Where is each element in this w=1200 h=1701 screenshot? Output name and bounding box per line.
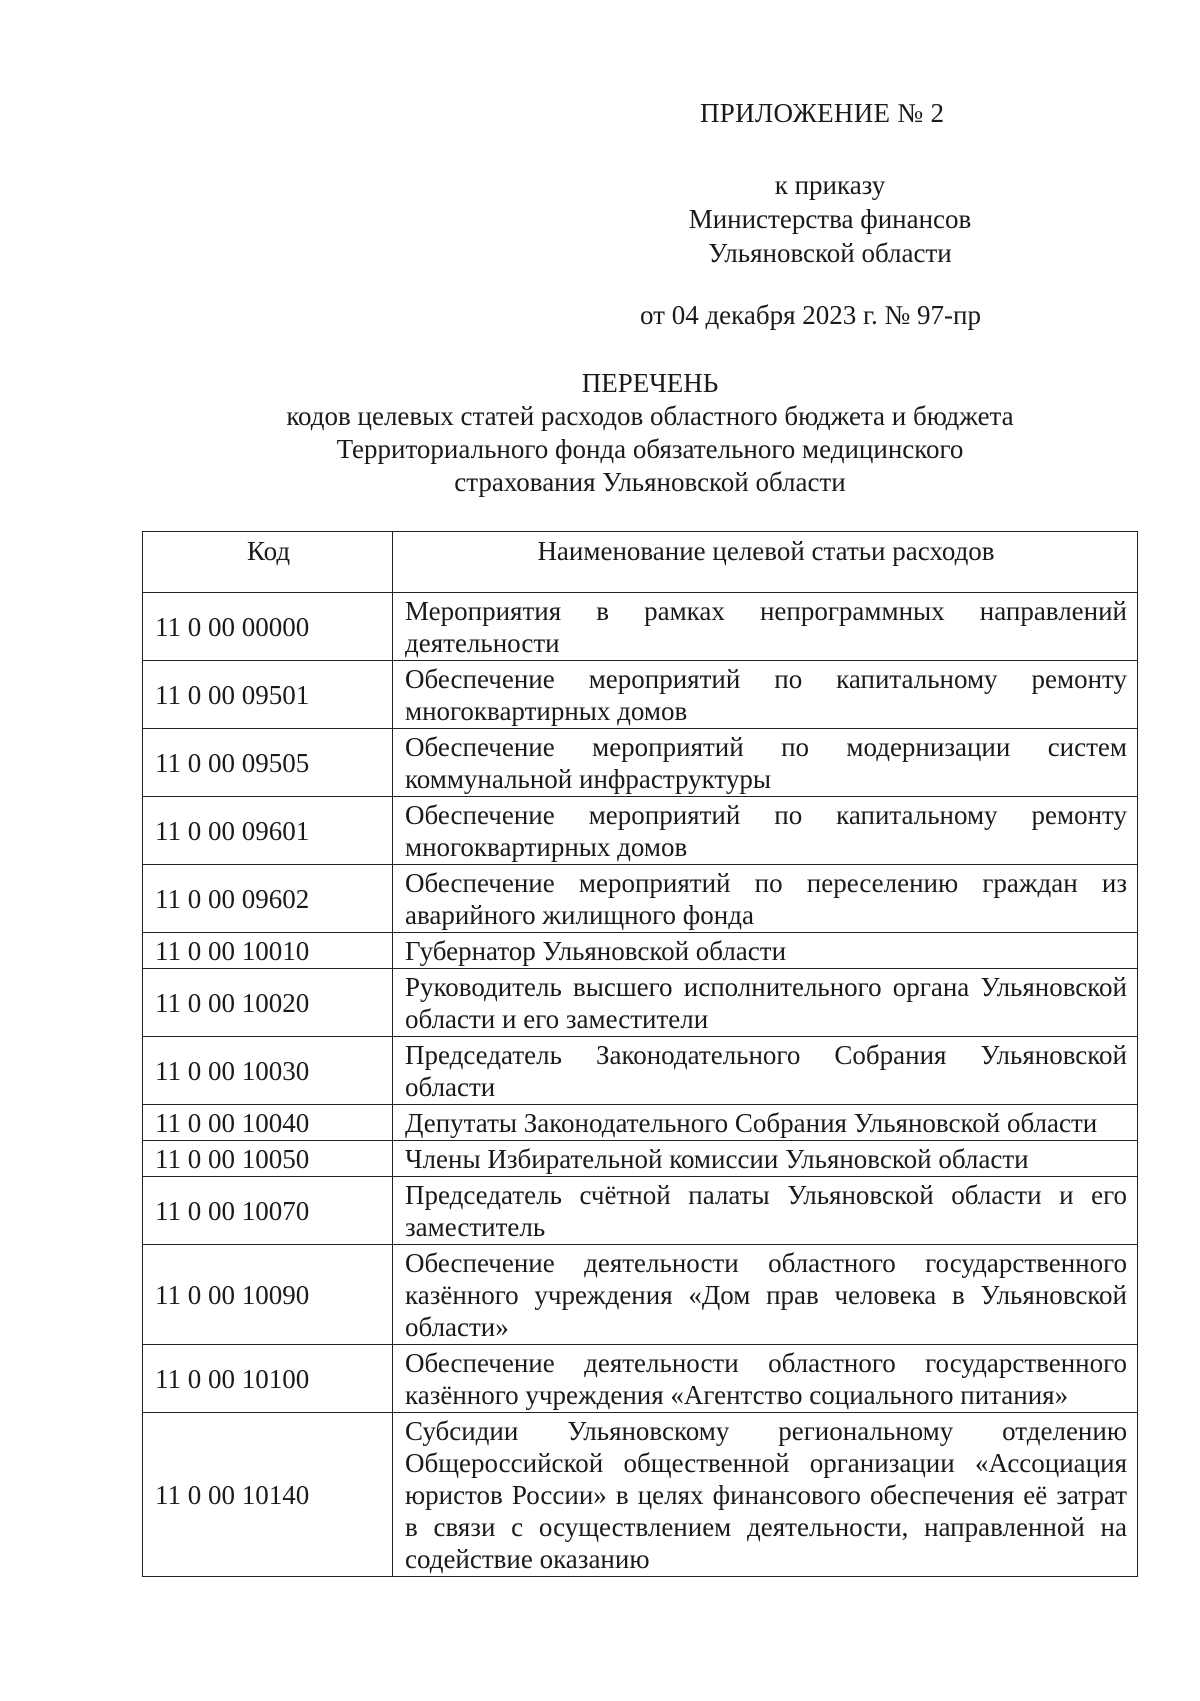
row-name: Обеспечение деятельности областного государственного казённого учреждения «Агентство социального питания» — [393, 1345, 1138, 1413]
heading-title: ПЕРЕЧЕНЬ — [581, 368, 719, 398]
table-header-row — [143, 532, 1138, 593]
order-ref-line: Ульяновской области — [708, 238, 952, 268]
row-code: 11 0 00 10010 — [143, 933, 393, 969]
row-code: 11 0 00 10050 — [143, 1141, 393, 1177]
table-row — [143, 661, 1138, 729]
row-code: 11 0 00 10040 — [143, 1105, 393, 1141]
heading-line: страхования Ульяновской области — [454, 467, 846, 497]
table-row — [143, 1141, 1138, 1177]
table-row — [143, 1245, 1138, 1345]
row-name: Депутаты Законодательного Собрания Ульяновской области — [393, 1105, 1138, 1141]
table-row — [143, 797, 1138, 865]
table-row — [143, 1413, 1138, 1577]
row-name: Обеспечение мероприятий по модернизации систем коммунальной инфраструктуры — [393, 729, 1138, 797]
row-name: Руководитель высшего исполнительного органа Ульяновской области и его заместители — [393, 969, 1138, 1037]
row-code: 11 0 00 10090 — [143, 1245, 393, 1345]
row-name: Обеспечение мероприятий по капитальному ремонту многоквартирных домов — [393, 661, 1138, 729]
row-name: Председатель Законодательного Собрания Ульяновской области — [393, 1037, 1138, 1105]
row-name: Обеспечение деятельности областного государственного казённого учреждения «Дом прав человека в Ульяновской области» — [393, 1245, 1138, 1345]
order-ref-line: Министерства финансов — [688, 204, 972, 234]
table-row — [143, 1037, 1138, 1105]
table-row — [143, 1345, 1138, 1413]
row-name: Мероприятия в рамках непрограммных направлений деятельности — [393, 593, 1138, 661]
row-code: 11 0 00 10100 — [143, 1345, 393, 1413]
table-row — [143, 933, 1138, 969]
table-row — [143, 969, 1138, 1037]
table-row — [143, 1177, 1138, 1245]
row-code: 11 0 00 09601 — [143, 797, 393, 865]
order-date: от 04 декабря 2023 г. № 97-пр — [640, 300, 981, 330]
row-name: Обеспечение мероприятий по переселению граждан из аварийного жилищного фонда — [393, 865, 1138, 933]
column-header-name: Наименование целевой статьи расходов — [393, 532, 1138, 593]
row-code: 11 0 00 10070 — [143, 1177, 393, 1245]
row-code: 11 0 00 09505 — [143, 729, 393, 797]
row-name: Субсидии Ульяновскому региональному отделению Общероссийской общественной организации «Ассоциация юристов России» в целях финансового обеспечения её затрат в связи с осуществлением деятельности, направленной на содействие оказанию — [393, 1413, 1138, 1577]
row-code: 11 0 00 10140 — [143, 1413, 393, 1577]
row-name: Председатель счётной палаты Ульяновской области и его заместитель — [393, 1177, 1138, 1245]
row-name: Обеспечение мероприятий по капитальному ремонту многоквартирных домов — [393, 797, 1138, 865]
row-code: 11 0 00 10030 — [143, 1037, 393, 1105]
row-code: 11 0 00 10020 — [143, 969, 393, 1037]
table-row — [143, 865, 1138, 933]
expense-codes-table — [142, 531, 1138, 1577]
row-code: 11 0 00 00000 — [143, 593, 393, 661]
row-name: Губернатор Ульяновской области — [393, 933, 1138, 969]
order-ref-line: к приказу — [774, 170, 886, 200]
document-heading — [200, 367, 1100, 499]
row-name: Члены Избирательной комиссии Ульяновской области — [393, 1141, 1138, 1177]
row-code: 11 0 00 09602 — [143, 865, 393, 933]
table-row — [143, 593, 1138, 661]
table-row — [143, 1105, 1138, 1141]
row-code: 11 0 00 09501 — [143, 661, 393, 729]
table-row — [143, 729, 1138, 797]
heading-line: кодов целевых статей расходов областного бюджета и бюджета — [286, 401, 1014, 431]
appendix-title: ПРИЛОЖЕНИЕ № 2 — [700, 98, 945, 128]
column-header-code: Код — [143, 532, 393, 593]
heading-line: Территориального фонда обязательного медицинского — [336, 434, 964, 464]
order-reference — [660, 168, 1000, 270]
